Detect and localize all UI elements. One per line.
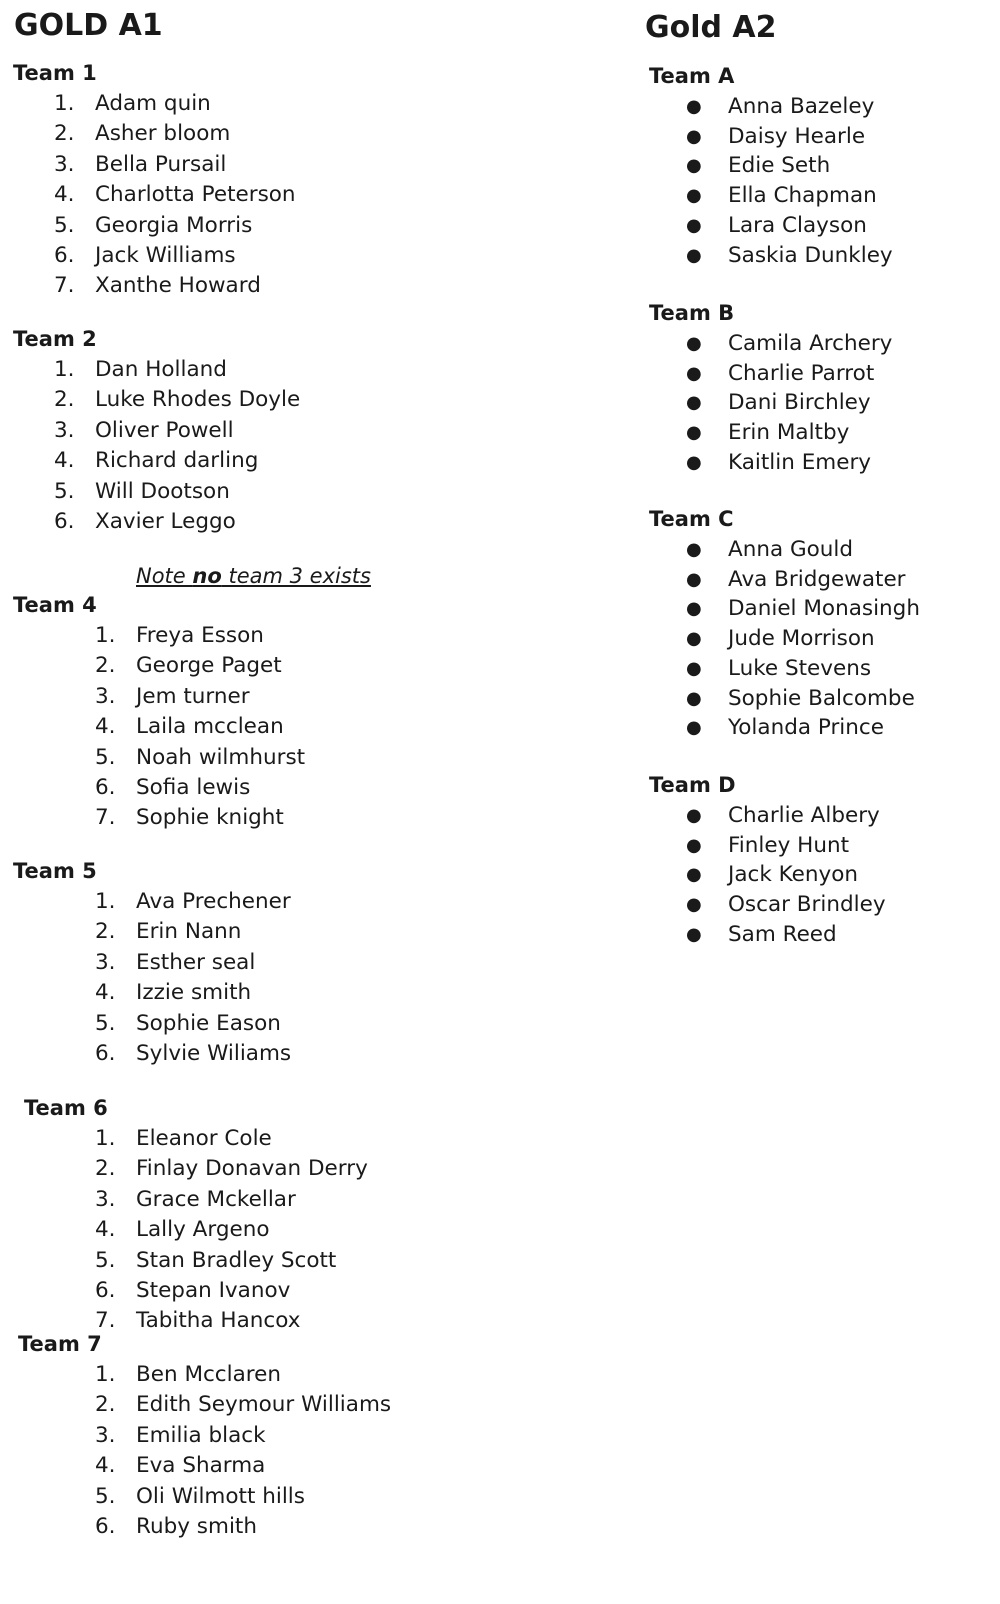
team-c-heading: Team C [649, 507, 734, 531]
bullet-icon: ● [686, 923, 702, 945]
list-number: 7. [95, 805, 116, 831]
member-name-team-5: Esther seal [136, 949, 256, 975]
member-name-team-6: Eleanor Cole [136, 1126, 272, 1151]
list-number: 3. [54, 151, 75, 177]
list-number: 3. [95, 1422, 116, 1448]
note-suffix: team 3 exists [221, 564, 371, 588]
member-name-team-d: Oscar Brindley [728, 892, 886, 918]
member-name-team-4: Freya Esson [136, 623, 264, 648]
member-name-team-4: Laila mcclean [136, 714, 284, 740]
list-number: 2. [95, 653, 116, 679]
bullet-icon: ● [686, 244, 702, 266]
list-number: 6. [95, 775, 116, 800]
member-name-team-6: Finlay Donavan Derry [136, 1156, 368, 1182]
bullet-icon: ● [686, 125, 702, 147]
list-number: 3. [95, 949, 116, 975]
bullet-icon: ● [686, 598, 702, 620]
member-name-team-b: Kaitlin Emery [728, 449, 872, 475]
list-number: 7. [95, 1308, 116, 1334]
bullet-icon: ● [686, 451, 702, 473]
list-number: 5. [95, 744, 116, 770]
list-number: 6. [95, 1514, 116, 1539]
member-name-team-6: Tabitha Hancox [136, 1308, 301, 1334]
member-name-team-5: Sophie Eason [136, 1010, 281, 1036]
member-name-team-6: Lally Argeno [136, 1217, 270, 1243]
bullet-icon: ● [686, 362, 702, 384]
member-name-team-7: Ben Mcclaren [136, 1362, 281, 1387]
member-name-team-d: Charlie Albery [728, 803, 880, 828]
member-name-team-c: Sophie Balcombe [728, 685, 915, 711]
bullet-icon: ● [686, 805, 702, 826]
member-name-team-d: Sam Reed [728, 921, 837, 947]
list-number: 4. [54, 182, 75, 208]
bullet-icon: ● [686, 894, 702, 916]
list-number: 3. [54, 417, 75, 443]
list-number: 2. [95, 1156, 116, 1182]
member-name-team-1: Asher bloom [95, 121, 231, 147]
member-name-team-c: Jude Morrison [728, 626, 875, 652]
bullet-icon: ● [686, 687, 702, 709]
member-name-team-4: Sophie knight [136, 805, 284, 831]
list-number: 1. [95, 889, 116, 914]
member-name-team-2: Xavier Leggo [95, 509, 236, 534]
member-name-team-6: Stan Bradley Scott [136, 1247, 337, 1273]
member-name-team-b: Erin Maltby [728, 420, 850, 446]
list-number: 4. [95, 1217, 116, 1243]
list-number: 4. [95, 714, 116, 740]
bullet-icon: ● [686, 657, 702, 679]
bullet-icon: ● [686, 834, 702, 856]
list-number: 1. [95, 623, 116, 648]
member-name-team-6: Stepan Ivanov [136, 1278, 291, 1303]
member-name-team-7: Ruby smith [136, 1514, 257, 1539]
member-name-team-1: Bella Pursail [95, 151, 227, 177]
list-number: 1. [95, 1362, 116, 1387]
bullet-icon: ● [686, 96, 702, 117]
member-name-team-a: Lara Clayson [728, 212, 867, 238]
member-name-team-5: Erin Nann [136, 919, 242, 945]
member-name-team-2: Dan Holland [95, 357, 227, 382]
member-name-team-7: Emilia black [136, 1422, 266, 1448]
member-name-team-a: Daisy Hearle [728, 123, 866, 149]
list-number: 4. [54, 448, 75, 474]
list-number: 1. [95, 1126, 116, 1151]
member-name-team-d: Finley Hunt [728, 832, 850, 858]
bullet-icon: ● [686, 568, 702, 590]
list-number: 4. [95, 1453, 116, 1479]
member-name-team-5: Sylvie Wiliams [136, 1041, 292, 1066]
bullet-icon: ● [686, 155, 702, 177]
member-name-team-4: Sofia lewis [136, 775, 251, 800]
list-number: 3. [95, 1186, 116, 1212]
team-2-heading: Team 2 [13, 327, 97, 351]
list-number: 2. [95, 919, 116, 945]
bullet-icon: ● [686, 214, 702, 236]
member-name-team-5: Ava Prechener [136, 889, 291, 914]
member-name-team-7: Edith Seymour Williams [136, 1392, 392, 1418]
list-number: 5. [54, 478, 75, 504]
bullet-icon: ● [686, 422, 702, 444]
bullet-icon: ● [686, 628, 702, 650]
team-4-heading: Team 4 [13, 593, 97, 617]
gold-a2-title: Gold A2 [645, 10, 777, 45]
list-number: 2. [54, 121, 75, 147]
member-name-team-c: Ava Bridgewater [728, 566, 906, 592]
member-name-team-c: Luke Stevens [728, 655, 872, 681]
gold-a1-title: GOLD A1 [14, 8, 163, 43]
member-name-team-1: Jack Williams [95, 243, 236, 268]
list-number: 1. [54, 357, 75, 382]
bullet-icon: ● [686, 539, 702, 560]
member-name-team-b: Charlie Parrot [728, 360, 875, 386]
member-name-team-a: Ella Chapman [728, 183, 877, 209]
note-prefix: Note [136, 564, 193, 588]
list-number: 4. [95, 980, 116, 1006]
bullet-icon: ● [686, 333, 702, 354]
member-name-team-7: Eva Sharma [136, 1453, 266, 1479]
list-number: 5. [95, 1483, 116, 1509]
bullet-icon: ● [686, 717, 702, 739]
note-emphasis: no [192, 564, 222, 588]
member-name-team-a: Saskia Dunkley [728, 242, 893, 268]
list-number: 2. [95, 1392, 116, 1418]
list-number: 6. [95, 1041, 116, 1066]
list-number: 5. [95, 1247, 116, 1273]
bullet-icon: ● [686, 185, 702, 207]
team-5-heading: Team 5 [13, 859, 97, 883]
member-name-team-7: Oli Wilmott hills [136, 1483, 305, 1509]
member-name-team-5: Izzie smith [136, 980, 252, 1006]
member-name-team-4: Noah wilmhurst [136, 744, 306, 770]
member-name-team-a: Anna Bazeley [728, 94, 875, 119]
list-number: 3. [95, 683, 116, 709]
member-name-team-1: Xanthe Howard [95, 273, 261, 299]
note-no-team-3 [136, 564, 371, 588]
list-number: 6. [95, 1278, 116, 1303]
member-name-team-1: Georgia Morris [95, 212, 253, 238]
member-name-team-2: Luke Rhodes Doyle [95, 387, 301, 413]
list-number: 1. [54, 91, 75, 116]
list-number: 6. [54, 509, 75, 534]
bullet-icon: ● [686, 392, 702, 414]
member-name-team-b: Dani Birchley [728, 390, 871, 416]
team-7-heading: Team 7 [18, 1332, 102, 1356]
member-name-team-a: Edie Seth [728, 153, 831, 179]
list-number: 6. [54, 243, 75, 268]
member-name-team-1: Adam quin [95, 91, 211, 116]
team-1-heading: Team 1 [13, 61, 97, 85]
member-name-team-c: Daniel Monasingh [728, 596, 920, 622]
team-d-heading: Team D [649, 773, 736, 797]
team-a-heading: Team A [649, 64, 735, 88]
member-name-team-4: Jem turner [136, 683, 250, 709]
bullet-icon: ● [686, 864, 702, 886]
list-number: 2. [54, 387, 75, 413]
member-name-team-d: Jack Kenyon [728, 862, 859, 888]
member-name-team-1: Charlotta Peterson [95, 182, 296, 208]
team-b-heading: Team B [649, 301, 735, 325]
member-name-team-c: Yolanda Prince [728, 715, 884, 741]
member-name-team-4: George Paget [136, 653, 282, 679]
list-number: 5. [54, 212, 75, 238]
member-name-team-2: Oliver Powell [95, 417, 234, 443]
member-name-team-2: Will Dootson [95, 478, 230, 504]
list-number: 5. [95, 1010, 116, 1036]
member-name-team-c: Anna Gould [728, 537, 854, 562]
member-name-team-6: Grace Mckellar [136, 1186, 296, 1212]
member-name-team-2: Richard darling [95, 448, 259, 474]
team-6-heading: Team 6 [24, 1096, 108, 1120]
member-name-team-b: Camila Archery [728, 331, 893, 356]
list-number: 7. [54, 273, 75, 299]
